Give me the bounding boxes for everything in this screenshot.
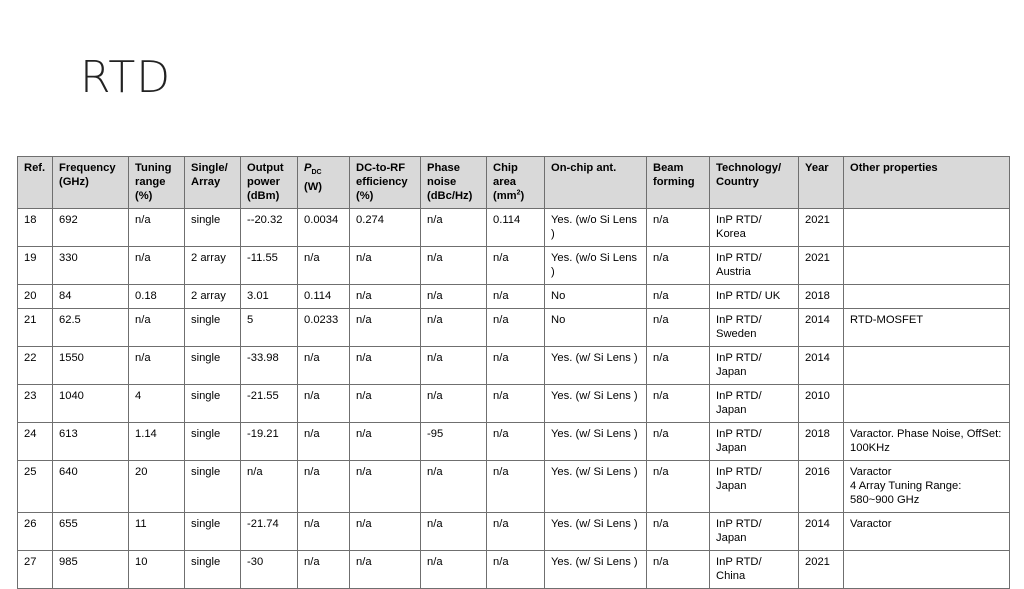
cell-output: n/a	[241, 461, 298, 513]
cell-beam: n/a	[647, 423, 710, 461]
header-single-array: Single/ Array	[185, 157, 241, 209]
cell-phase: n/a	[421, 209, 487, 247]
cell-other	[844, 209, 1010, 247]
cell-antenna: No	[545, 309, 647, 347]
cell-year: 2021	[799, 551, 844, 589]
chip-area-label: Chip area (mm	[493, 162, 518, 202]
cell-antenna: Yes. (w/ Si Lens )	[545, 347, 647, 385]
cell-chip-area: 0.114	[487, 209, 545, 247]
cell-chip-area: n/a	[487, 423, 545, 461]
cell-frequency: 1040	[53, 385, 129, 423]
cell-pdc: n/a	[298, 247, 350, 285]
cell-efficiency: n/a	[350, 513, 421, 551]
cell-phase: n/a	[421, 285, 487, 309]
cell-chip-area: n/a	[487, 551, 545, 589]
cell-other	[844, 551, 1010, 589]
cell-tuning: 10	[129, 551, 185, 589]
cell-pdc: 0.0034	[298, 209, 350, 247]
cell-chip-area: n/a	[487, 385, 545, 423]
cell-ref: 24	[18, 423, 53, 461]
cell-year: 2014	[799, 309, 844, 347]
cell-other	[844, 247, 1010, 285]
cell-single: single	[185, 209, 241, 247]
cell-technology: InP RTD/ Japan	[710, 347, 799, 385]
cell-efficiency: n/a	[350, 309, 421, 347]
cell-antenna: Yes. (w/ Si Lens )	[545, 423, 647, 461]
cell-technology: InP RTD/ Japan	[710, 513, 799, 551]
cell-year: 2021	[799, 247, 844, 285]
cell-year: 2014	[799, 513, 844, 551]
cell-ref: 20	[18, 285, 53, 309]
cell-pdc: 0.114	[298, 285, 350, 309]
cell-other	[844, 347, 1010, 385]
cell-efficiency: n/a	[350, 347, 421, 385]
table-row	[18, 209, 1010, 247]
cell-single: single	[185, 461, 241, 513]
table-row	[18, 309, 1010, 347]
cell-technology: InP RTD/ Austria	[710, 247, 799, 285]
header-row	[18, 157, 1010, 209]
header-efficiency: DC-to-RF efficiency (%)	[350, 157, 421, 209]
cell-other	[844, 285, 1010, 309]
cell-beam: n/a	[647, 247, 710, 285]
cell-technology: InP RTD/ Korea	[710, 209, 799, 247]
cell-efficiency: n/a	[350, 247, 421, 285]
cell-frequency: 655	[53, 513, 129, 551]
cell-tuning: n/a	[129, 209, 185, 247]
cell-tuning: n/a	[129, 347, 185, 385]
cell-beam: n/a	[647, 513, 710, 551]
cell-pdc: n/a	[298, 385, 350, 423]
cell-beam: n/a	[647, 551, 710, 589]
cell-chip-area: n/a	[487, 347, 545, 385]
cell-single: single	[185, 309, 241, 347]
cell-frequency: 84	[53, 285, 129, 309]
cell-antenna: Yes. (w/o Si Lens )	[545, 209, 647, 247]
slide-title: RTD	[80, 52, 172, 103]
cell-phase: n/a	[421, 551, 487, 589]
cell-phase: n/a	[421, 513, 487, 551]
cell-antenna: Yes. (w/o Si Lens )	[545, 247, 647, 285]
cell-ref: 21	[18, 309, 53, 347]
pdc-subscript: DC	[311, 169, 322, 177]
cell-other: Varactor	[844, 513, 1010, 551]
cell-phase: n/a	[421, 309, 487, 347]
cell-single: single	[185, 385, 241, 423]
cell-ref: 25	[18, 461, 53, 513]
cell-other: Varactor. Phase Noise, OffSet: 100KHz	[844, 423, 1010, 461]
cell-other: Varactor 4 Array Tuning Range: 580~900 GHz	[844, 461, 1010, 513]
cell-output: -21.55	[241, 385, 298, 423]
cell-beam: n/a	[647, 347, 710, 385]
cell-antenna: Yes. (w/ Si Lens )	[545, 513, 647, 551]
cell-technology: InP RTD/ Japan	[710, 385, 799, 423]
cell-output: -30	[241, 551, 298, 589]
header-phase-noise: Phase noise (dBc/Hz)	[421, 157, 487, 209]
cell-chip-area: n/a	[487, 285, 545, 309]
cell-tuning: 0.18	[129, 285, 185, 309]
cell-output: -21.74	[241, 513, 298, 551]
cell-tuning: 4	[129, 385, 185, 423]
header-technology: Technology/ Country	[710, 157, 799, 209]
cell-ref: 26	[18, 513, 53, 551]
cell-frequency: 640	[53, 461, 129, 513]
cell-phase: -95	[421, 423, 487, 461]
cell-phase: n/a	[421, 247, 487, 285]
header-ref: Ref.	[18, 157, 53, 209]
cell-year: 2010	[799, 385, 844, 423]
header-beam-forming: Beam forming	[647, 157, 710, 209]
cell-antenna: No	[545, 285, 647, 309]
cell-ref: 23	[18, 385, 53, 423]
table-row	[18, 285, 1010, 309]
header-on-chip-antenna: On-chip ant.	[545, 157, 647, 209]
cell-efficiency: 0.274	[350, 209, 421, 247]
cell-other	[844, 385, 1010, 423]
cell-ref: 27	[18, 551, 53, 589]
cell-beam: n/a	[647, 461, 710, 513]
cell-output: --20.32	[241, 209, 298, 247]
cell-single: 2 array	[185, 247, 241, 285]
cell-technology: InP RTD/ Sweden	[710, 309, 799, 347]
table-header	[18, 157, 1010, 209]
cell-ref: 22	[18, 347, 53, 385]
cell-frequency: 330	[53, 247, 129, 285]
chip-area-sup: 2	[516, 189, 521, 197]
cell-pdc: 0.0233	[298, 309, 350, 347]
cell-phase: n/a	[421, 385, 487, 423]
header-chip-area	[487, 157, 545, 209]
pdc-symbol: P	[304, 162, 312, 174]
cell-beam: n/a	[647, 209, 710, 247]
cell-efficiency: n/a	[350, 385, 421, 423]
cell-output: 3.01	[241, 285, 298, 309]
cell-year: 2016	[799, 461, 844, 513]
header-tuning-range: Tuning range (%)	[129, 157, 185, 209]
header-output-power: Output power (dBm)	[241, 157, 298, 209]
cell-year: 2014	[799, 347, 844, 385]
cell-beam: n/a	[647, 285, 710, 309]
cell-technology: InP RTD/ China	[710, 551, 799, 589]
cell-phase: n/a	[421, 347, 487, 385]
cell-antenna: Yes. (w/ Si Lens )	[545, 385, 647, 423]
cell-pdc: n/a	[298, 347, 350, 385]
table-row	[18, 347, 1010, 385]
cell-chip-area: n/a	[487, 247, 545, 285]
cell-frequency: 1550	[53, 347, 129, 385]
cell-year: 2018	[799, 285, 844, 309]
cell-beam: n/a	[647, 309, 710, 347]
table-row	[18, 513, 1010, 551]
header-other-properties: Other properties	[844, 157, 1010, 209]
cell-single: single	[185, 513, 241, 551]
cell-ref: 18	[18, 209, 53, 247]
cell-output: -19.21	[241, 423, 298, 461]
cell-single: 2 array	[185, 285, 241, 309]
cell-single: single	[185, 347, 241, 385]
cell-other: RTD-MOSFET	[844, 309, 1010, 347]
table-row	[18, 247, 1010, 285]
cell-efficiency: n/a	[350, 423, 421, 461]
cell-technology: InP RTD/ Japan	[710, 461, 799, 513]
cell-output: 5	[241, 309, 298, 347]
header-year: Year	[799, 157, 844, 209]
table-body	[18, 209, 1010, 589]
cell-tuning: n/a	[129, 309, 185, 347]
table-row	[18, 461, 1010, 513]
cell-antenna: Yes. (w/ Si Lens )	[545, 551, 647, 589]
cell-year: 2021	[799, 209, 844, 247]
table-row	[18, 423, 1010, 461]
cell-beam: n/a	[647, 385, 710, 423]
cell-efficiency: n/a	[350, 285, 421, 309]
cell-efficiency: n/a	[350, 461, 421, 513]
cell-technology: InP RTD/ Japan	[710, 423, 799, 461]
cell-year: 2018	[799, 423, 844, 461]
pdc-unit: (W)	[304, 181, 323, 194]
cell-tuning: n/a	[129, 247, 185, 285]
header-pdc	[298, 157, 350, 209]
cell-technology: InP RTD/ UK	[710, 285, 799, 309]
cell-chip-area: n/a	[487, 461, 545, 513]
cell-frequency: 62.5	[53, 309, 129, 347]
cell-phase: n/a	[421, 461, 487, 513]
cell-chip-area: n/a	[487, 513, 545, 551]
cell-pdc: n/a	[298, 461, 350, 513]
cell-frequency: 692	[53, 209, 129, 247]
cell-pdc: n/a	[298, 513, 350, 551]
cell-tuning: 11	[129, 513, 185, 551]
cell-pdc: n/a	[298, 551, 350, 589]
chip-area-close: )	[520, 190, 525, 202]
cell-single: single	[185, 551, 241, 589]
cell-output: -11.55	[241, 247, 298, 285]
cell-ref: 19	[18, 247, 53, 285]
cell-tuning: 1.14	[129, 423, 185, 461]
rtd-comparison-table	[17, 156, 1010, 589]
cell-frequency: 985	[53, 551, 129, 589]
cell-single: single	[185, 423, 241, 461]
header-frequency: Frequency (GHz)	[53, 157, 129, 209]
table-row	[18, 551, 1010, 589]
cell-efficiency: n/a	[350, 551, 421, 589]
table-row	[18, 385, 1010, 423]
cell-chip-area: n/a	[487, 309, 545, 347]
cell-output: -33.98	[241, 347, 298, 385]
cell-frequency: 613	[53, 423, 129, 461]
cell-tuning: 20	[129, 461, 185, 513]
cell-pdc: n/a	[298, 423, 350, 461]
cell-antenna: Yes. (w/ Si Lens )	[545, 461, 647, 513]
